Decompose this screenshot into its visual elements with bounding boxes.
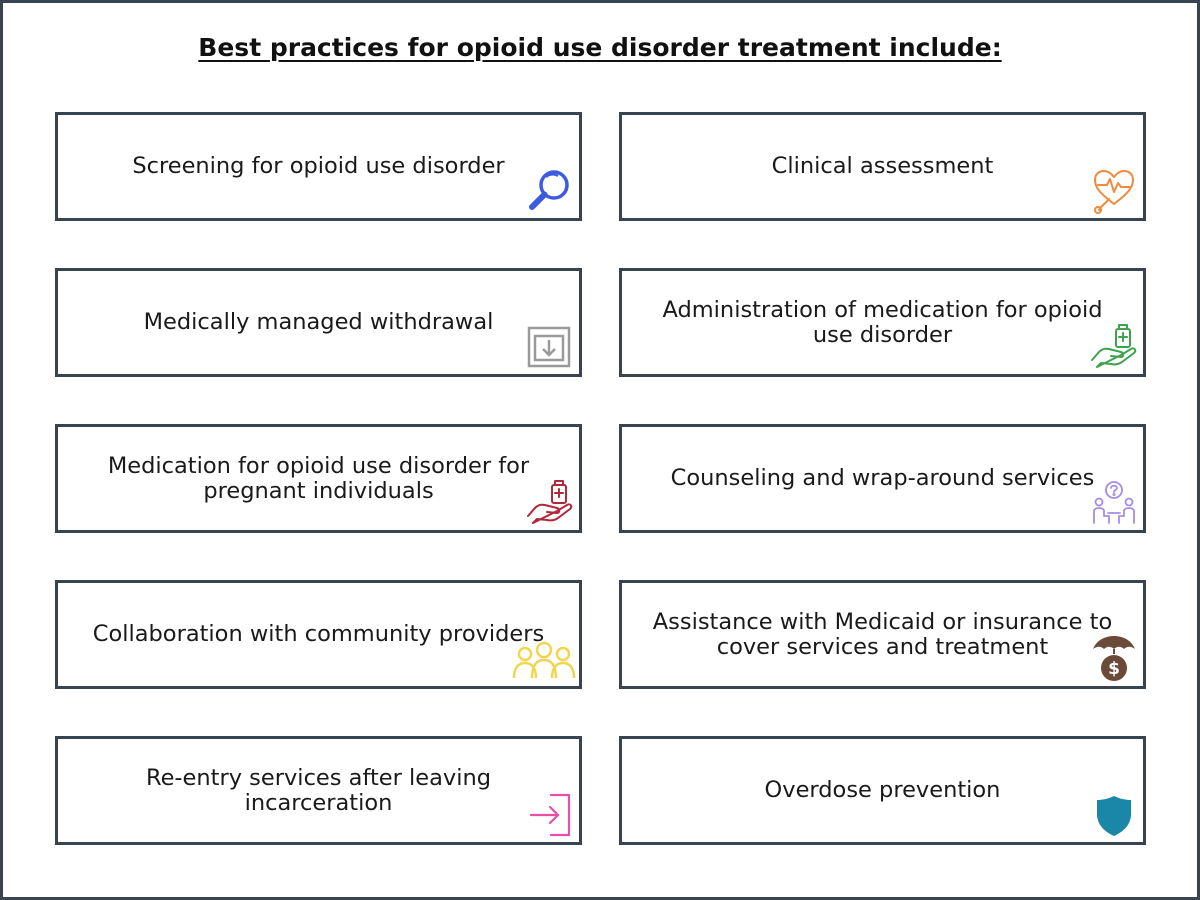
shield-icon [1089,790,1139,840]
people-group-icon [511,634,577,684]
infographic-title: Best practices for opioid use disorder treatment include: [198,33,1002,62]
card-label: Medication for opioid use disorder for pregnant individuals [107,452,530,504]
card-label: Collaboration with community providers [92,621,545,647]
sign-in-icon [525,790,575,840]
magnifying-glass-icon [525,166,575,216]
card-administration-medication [619,268,1146,377]
hand-medicine-icon [1089,322,1139,372]
card-label: Medically managed withdrawal [143,309,494,335]
card-withdrawal [55,268,582,377]
download-box-icon [525,322,575,372]
umbrella-dollar-icon [1089,634,1139,684]
card-label: Screening for opioid use disorder [132,153,505,179]
card-re-entry [55,736,582,845]
heartbeat-stethoscope-icon [1089,166,1139,216]
card-label: Counseling and wrap-around services [670,465,1095,491]
card-label: Overdose prevention [764,777,1001,803]
counseling-icon [1089,478,1139,528]
card-clinical-assessment [619,112,1146,221]
card-collaboration [55,580,582,689]
card-medicaid-assistance [619,580,1146,689]
card-pregnant-individuals [55,424,582,533]
card-label: Administration of medication for opioid use disorder [662,296,1103,348]
card-label: Assistance with Medicaid or insurance to cover services and treatment [652,608,1113,660]
hand-medicine-icon [525,478,575,528]
card-screening [55,112,582,221]
card-counseling [619,424,1146,533]
card-label: Clinical assessment [771,153,994,179]
card-label: Re-entry services after leaving incarceration [145,764,492,816]
svg-text:$: $ [1108,659,1120,679]
card-overdose-prevention [619,736,1146,845]
